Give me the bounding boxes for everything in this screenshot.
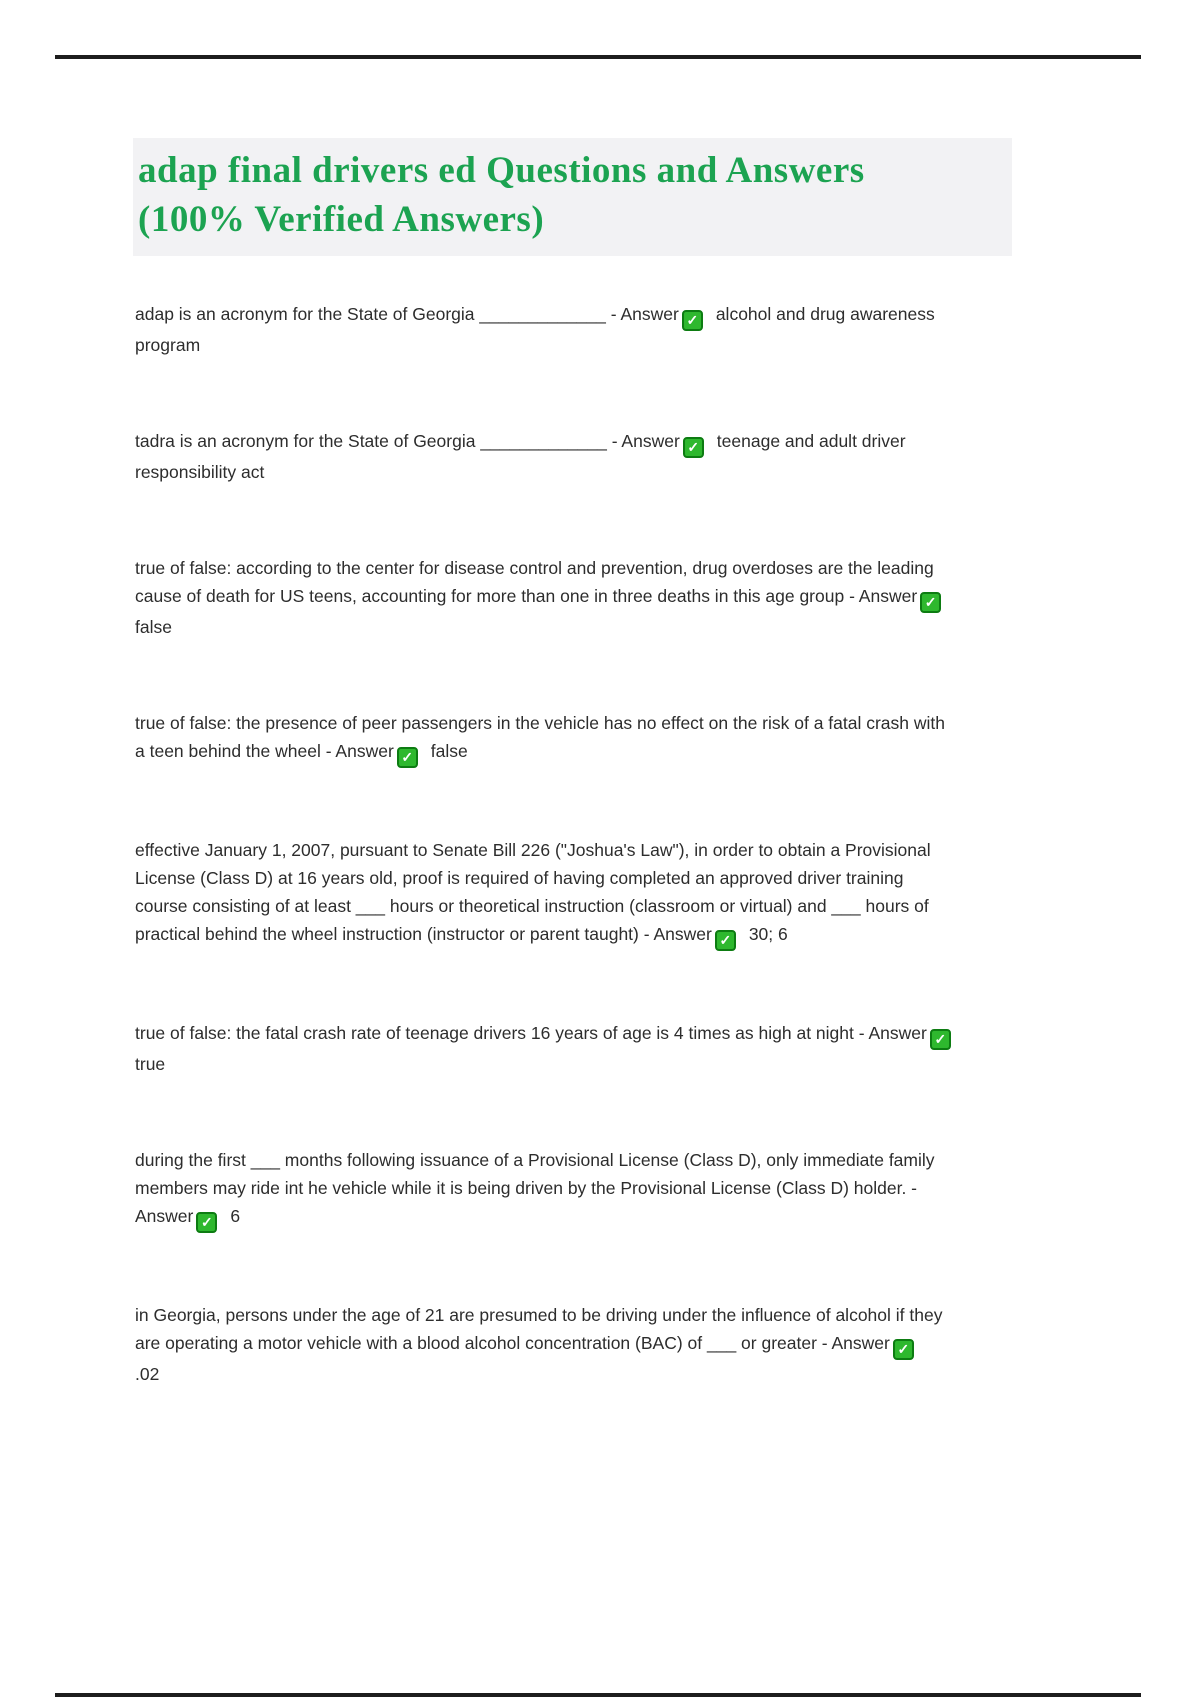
qa-line: [135, 458, 1145, 486]
page-title-line-1: adap final drivers ed Questions and Answers: [138, 150, 865, 191]
question-text: program: [135, 335, 201, 355]
answer-text: alcohol and drug awareness: [715, 304, 935, 324]
answer-text: 6: [230, 1206, 241, 1226]
question-text: practical behind the wheel instruction (instructor or parent taught) - Answer: [135, 924, 712, 944]
verified-check-icon: ✓: [715, 930, 736, 951]
verified-check-icon: ✓: [196, 1212, 217, 1233]
question-text: false: [135, 617, 172, 637]
qa-block: [135, 300, 1145, 359]
qa-line: [135, 613, 1145, 641]
bottom-horizontal-rule: [55, 1693, 1141, 1697]
qa-line: [135, 920, 1145, 951]
qa-block: [135, 1019, 1145, 1078]
question-text: adap is an acronym for the State of Georgia _____________ - Answer: [135, 304, 679, 324]
qa-line: [135, 1301, 1145, 1329]
qa-line: [135, 836, 1145, 864]
qa-list: [135, 300, 1145, 1456]
qa-line: [135, 1019, 1145, 1050]
qa-line: [135, 1146, 1145, 1174]
qa-block: [135, 554, 1145, 641]
qa-line: [135, 554, 1145, 582]
question-text: in Georgia, persons under the age of 21 are presumed to be driving under the influence of alcohol if they: [135, 1305, 943, 1325]
verified-check-icon: ✓: [930, 1029, 951, 1050]
qa-line: [135, 892, 1145, 920]
question-text: true of false: the presence of peer passengers in the vehicle has no effect on the risk of a fatal crash with: [135, 713, 946, 733]
qa-line: [135, 1050, 1145, 1078]
verified-check-icon: ✓: [683, 437, 704, 458]
question-text: a teen behind the wheel - Answer: [135, 741, 394, 761]
question-text: tadra is an acronym for the State of Georgia _____________ - Answer: [135, 431, 680, 451]
qa-line: [135, 427, 1145, 458]
answer-text: 30; 6: [748, 924, 788, 944]
answer-text: teenage and adult driver: [716, 431, 906, 451]
question-text: are operating a motor vehicle with a blood alcohol concentration (BAC) of ___ or greater - Answer: [135, 1333, 890, 1353]
answer-text: false: [430, 741, 468, 761]
qa-line: [135, 582, 1145, 613]
qa-line: [135, 1202, 1145, 1233]
title-block: [133, 138, 1012, 256]
verified-check-icon: ✓: [682, 310, 703, 331]
qa-block: [135, 1146, 1145, 1233]
question-text: .02: [135, 1364, 160, 1384]
qa-line: [135, 864, 1145, 892]
verified-check-icon: ✓: [893, 1339, 914, 1360]
page-title-line-2: (100% Verified Answers): [138, 199, 545, 240]
question-text: course consisting of at least ___ hours or theoretical instruction (classroom or virtual) and ___ hours of: [135, 896, 929, 916]
qa-line: [135, 709, 1145, 737]
question-text: Answer: [135, 1206, 194, 1226]
qa-line: [135, 331, 1145, 359]
qa-block: [135, 427, 1145, 486]
qa-block: [135, 836, 1145, 951]
qa-block: [135, 709, 1145, 768]
qa-line: [135, 737, 1145, 768]
qa-line: [135, 300, 1145, 331]
verified-check-icon: ✓: [920, 592, 941, 613]
qa-block: [135, 1301, 1145, 1388]
verified-check-icon: ✓: [397, 747, 418, 768]
question-text: members may ride int he vehicle while it is being driven by the Provisional License (Class D) holder. -: [135, 1178, 918, 1198]
qa-line: [135, 1360, 1145, 1388]
question-text: cause of death for US teens, accounting for more than one in three deaths in this age group - Answer: [135, 586, 918, 606]
question-text: responsibility act: [135, 462, 265, 482]
qa-line: [135, 1329, 1145, 1360]
question-text: during the first ___ months following issuance of a Provisional License (Class D), only immediate family: [135, 1150, 935, 1170]
question-text: License (Class D) at 16 years old, proof is required of having completed an approved driver training: [135, 868, 904, 888]
top-horizontal-rule: [55, 55, 1141, 59]
question-text: true: [135, 1054, 166, 1074]
question-text: effective January 1, 2007, pursuant to Senate Bill 226 ("Joshua's Law"), in order to obtain a Provisional: [135, 840, 931, 860]
question-text: true of false: the fatal crash rate of teenage drivers 16 years of age is 4 times as high at night - Answer: [135, 1023, 927, 1043]
question-text: true of false: according to the center for disease control and prevention, drug overdoses are the leading: [135, 558, 934, 578]
qa-line: [135, 1174, 1145, 1202]
